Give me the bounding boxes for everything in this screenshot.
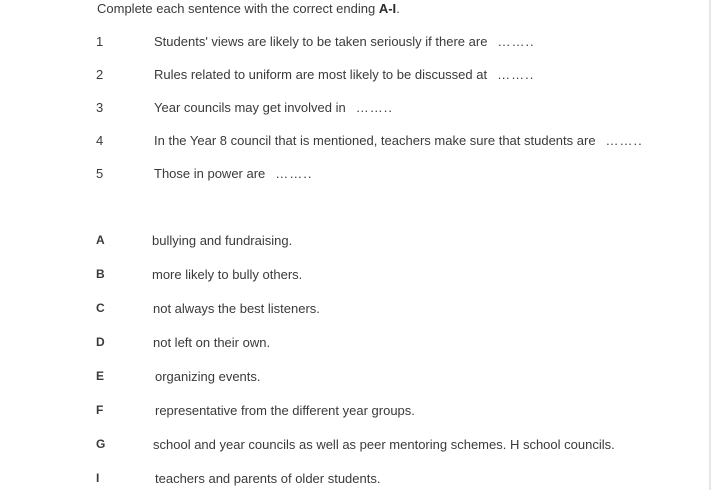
question-number: 5 (96, 166, 104, 181)
option-text: more likely to bully others. (152, 267, 303, 282)
question-text (154, 34, 535, 49)
question-stem: Those in power are (154, 166, 266, 181)
option-text: representative from the different year groups. (155, 403, 415, 418)
option-text: not always the best listeners. (153, 301, 320, 316)
option-letter: D (96, 335, 105, 349)
answer-blank: …….. (605, 133, 643, 148)
question-stem: Rules related to uniform are most likely to be discussed at (154, 67, 488, 82)
answer-blank: …….. (275, 166, 313, 181)
question-number: 2 (96, 67, 104, 82)
answer-blank: …….. (497, 67, 535, 82)
question-stem: Year councils may get involved in (154, 100, 346, 115)
instruction-text (97, 1, 400, 16)
option-text: organizing events. (155, 369, 261, 384)
option-letter: B (96, 267, 105, 281)
question-number: 1 (96, 34, 104, 49)
answer-blank: …….. (497, 34, 535, 49)
option-letter: G (96, 437, 106, 451)
instruction-prefix: Complete each sentence with the correct ending (97, 1, 379, 16)
option-text: teachers and parents of older students. (155, 471, 381, 486)
option-letter: C (96, 301, 105, 315)
question-number: 4 (96, 133, 104, 148)
question-number: 3 (96, 100, 104, 115)
question-text (154, 100, 393, 115)
option-text: not left on their own. (153, 335, 271, 350)
question-stem: Students' views are likely to be taken seriously if there are (154, 34, 488, 49)
question-stem: In the Year 8 council that is mentioned, teachers make sure that students are (154, 133, 596, 148)
question-text (154, 133, 643, 148)
instruction-range: A-I (378, 1, 397, 16)
option-letter: I (96, 471, 100, 485)
question-text (154, 67, 534, 82)
option-text: bullying and fundraising. (152, 233, 293, 248)
option-text: school and year councils as well as peer mentoring schemes. H school councils. (153, 437, 615, 452)
question-text (154, 166, 313, 181)
option-letter: F (96, 403, 104, 417)
option-letter: A (96, 233, 105, 247)
option-letter: E (96, 369, 105, 383)
answer-blank: …….. (355, 100, 393, 115)
instruction-suffix: . (396, 1, 400, 16)
